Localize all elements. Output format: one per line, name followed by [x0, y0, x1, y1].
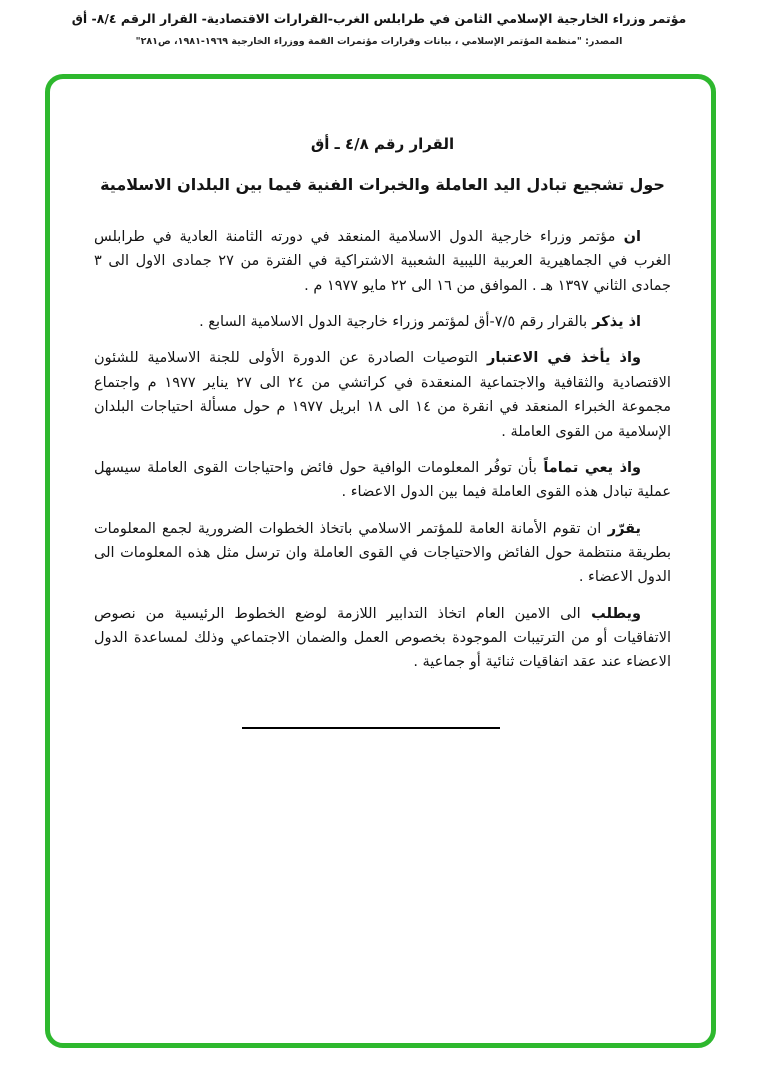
paragraph-lead: واذ يأخذ في الاعتبار: [487, 350, 641, 367]
paragraph-requests: [94, 602, 671, 675]
resolution-subject-title: حول تشجيع تبادل اليد العاملة والخبرات الفنية فيما بين البلدان الاسلامية: [100, 175, 665, 194]
paragraph-lead: واذ يعي تماماً: [543, 459, 641, 476]
page-border-frame: [45, 74, 716, 1048]
paragraph-lead: يقرّر: [607, 520, 641, 537]
paragraph-lead: ويطلب: [591, 605, 641, 622]
resolution-number-title: القرار رقم ٤/٨ ـ أق: [310, 135, 455, 153]
paragraph-text: التوصيات الصادرة عن الدورة الأولى للجنة الاسلامية للشئون الاقتصادية والثقافية والاجتماعية المنعقدة في كراتشي من ٢٤ الى ٢٧ يناير ١٩٧٧ م واجتماع مجموعة الخبراء المنعقد في انقرة من ١٤ الى ١٨ ابريل ١٩٧٧ م حول مسألة احتياجات البلدان الإسلامية من القوى العاملة .: [94, 350, 671, 440]
paragraph-recalling: [94, 310, 671, 334]
paragraph-text: بالقرار رقم ٧/٥-أق لمؤتمر وزراء خارجية الدول الاسلامية السابع .: [199, 314, 588, 331]
paragraph-lead: ان: [623, 229, 641, 245]
paragraph-considering: [94, 346, 671, 443]
paragraph-text: الى الامين العام اتخاذ التدابير اللازمة لوضع الخطوط الرئيسية من نصوص الاتفاقيات أو من الترتيبات الموجودة بخصوص العمل والضمان الاجتماعي وذلك لمساعدة الدول الاعضاء عند عقد اتفاقيات ثنائية أو جماعية .: [94, 605, 671, 671]
paragraph-text: ان تقوم الأمانة العامة للمؤتمر الاسلامي باتخاذ الخطوات الضرورية لجمع المعلومات بطريقة منتظمة حول الفائض والاحتياجات في القوى العاملة وان ترسل مثل هذه المعلومات الى الدول الاعضاء .: [94, 520, 671, 586]
header-source-line: المصدر: "منظمة المؤتمر الإسلامي ، بيانات وقرارات مؤتمرات القمة ووزراء الخارجية ١٩٦٩-١٩٨١، ص٢٨١": [135, 35, 623, 47]
paragraph-decides: [94, 517, 671, 590]
header-citation-title: مؤتمر وزراء الخارجية الإسلامي الثامن في طرابلس الغرب-القرارات الاقتصادية- القرار الرقم ٨/٤- أق: [71, 11, 687, 26]
paragraph-text: بأن توفُر المعلومات الوافية حول فائض واحتياجات القوى العاملة سيسهل عملية تبادل هذه القوى العاملة فيما بين الدول الاعضاء .: [94, 459, 671, 501]
footnote-divider-line: [242, 727, 500, 729]
paragraph-text: مؤتمر وزراء خارجية الدول الاسلامية المنعقد في دورته الثامنة العادية في طرابلس الغرب في الجماهيرية العربية الليبية الشعبية الاشتراكية في الفترة من ٢٧ جمادى الاول الى ٣ جمادى الثاني ١٣٩٧ هـ . الموافق من ١٦ الى ٢٢ مايو ١٩٧٧ م .: [94, 229, 671, 294]
document-header: [0, 10, 758, 47]
paragraph-aware: [94, 456, 671, 505]
resolution-body: [50, 79, 711, 729]
paragraph-lead: اذ يذكر: [592, 314, 641, 331]
paragraph-preamble: [94, 225, 671, 298]
